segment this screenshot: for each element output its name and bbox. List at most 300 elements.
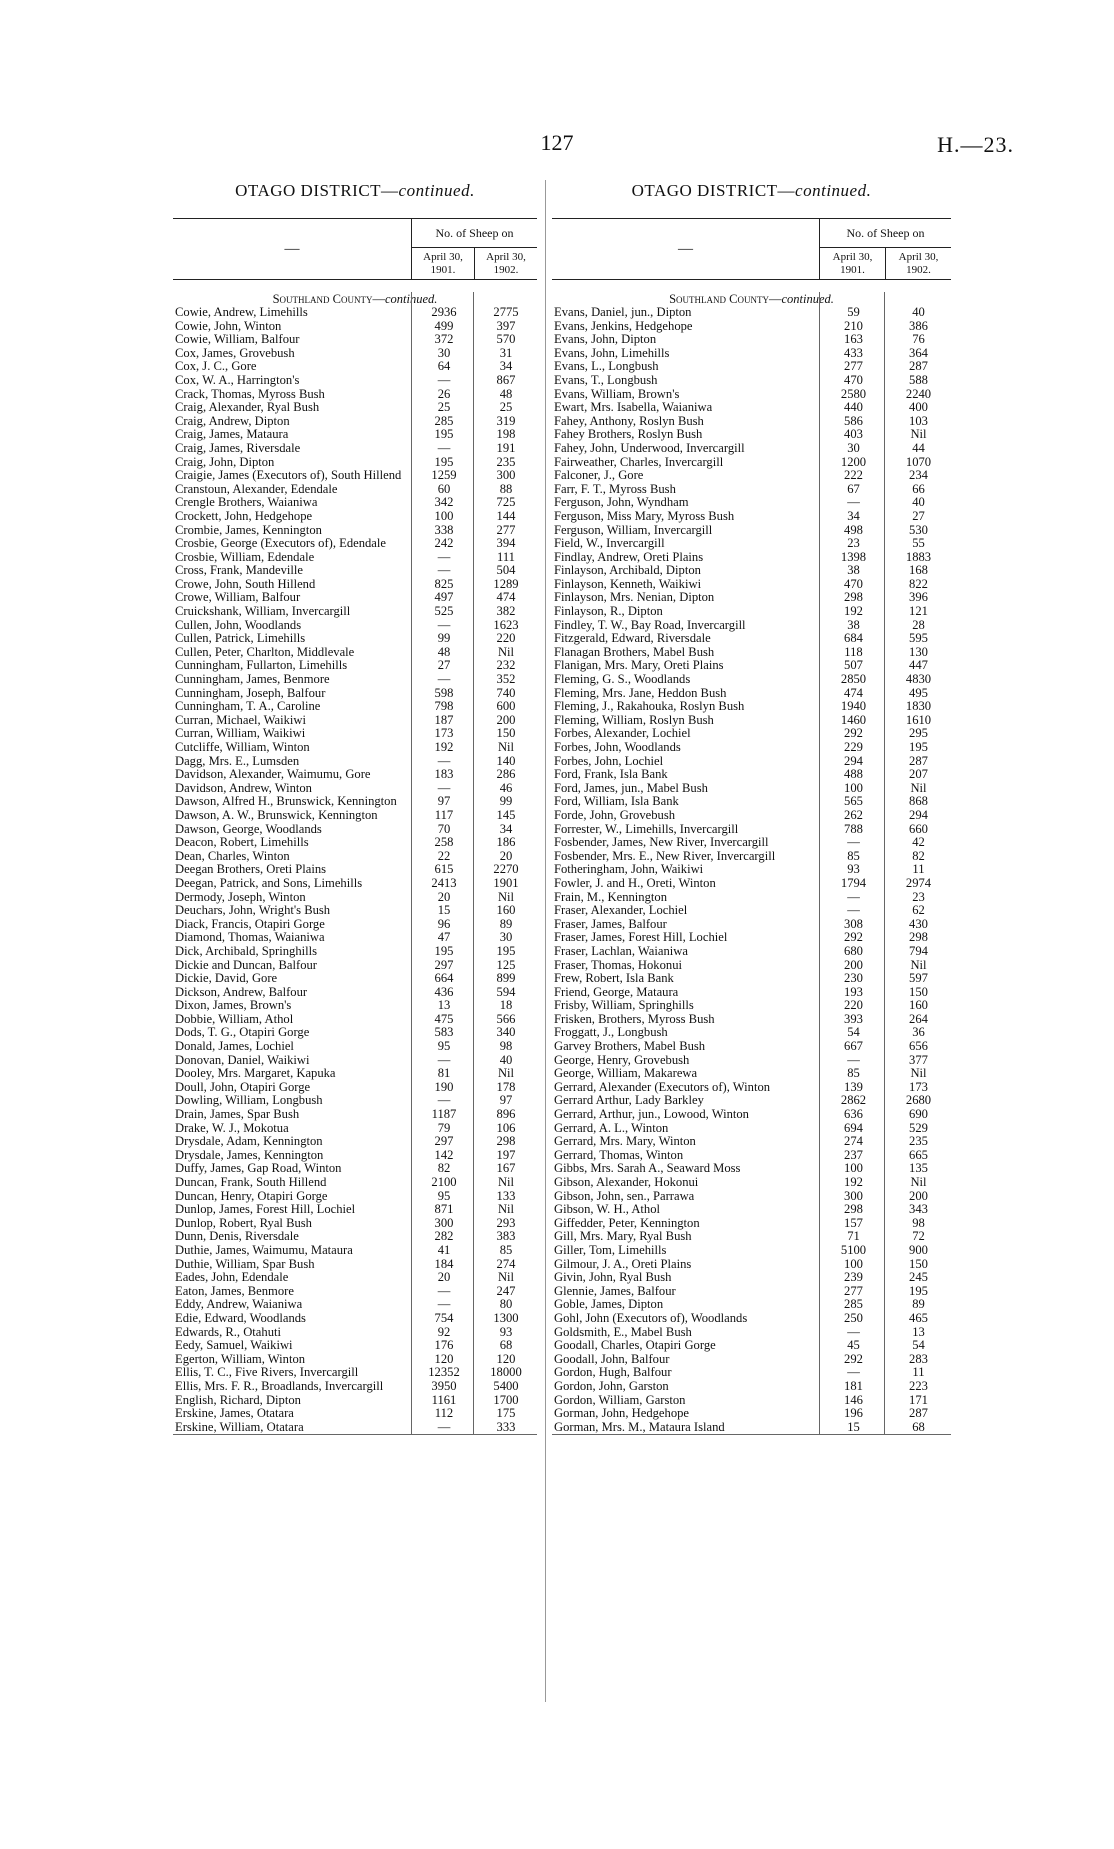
sheep-1902: 283 bbox=[909, 1351, 928, 1366]
sheep-1901: 298 bbox=[844, 590, 863, 605]
owner-name: Dawson, George, Woodlands bbox=[175, 822, 322, 836]
table-row bbox=[173, 918, 537, 932]
table-row bbox=[173, 1298, 537, 1312]
sheep-1901: 393 bbox=[844, 1011, 863, 1026]
owner-name: Craig, James, Mataura bbox=[175, 428, 289, 442]
owner-name: Curran, William, Waikiwi bbox=[175, 727, 306, 741]
owner-name: Forbes, John, Woodlands bbox=[554, 741, 681, 754]
sheep-1902: 68 bbox=[912, 1419, 925, 1434]
sheep-1901: — bbox=[847, 903, 860, 918]
sheep-1902: 400 bbox=[909, 400, 928, 415]
owner-name: Frew, Robert, Isla Bank bbox=[554, 972, 674, 986]
owner-name: Cunningham, T. A., Caroline bbox=[175, 700, 321, 714]
owner-name: Dawson, Alfred H., Brunswick, Kennington bbox=[175, 795, 397, 809]
sheep-1902: 198 bbox=[496, 427, 516, 442]
sheep-1901: 100 bbox=[844, 1256, 863, 1271]
sheep-1902: 220 bbox=[496, 631, 516, 646]
sheep-1902: 287 bbox=[909, 1406, 928, 1421]
sheep-1901: 825 bbox=[434, 576, 454, 591]
sheep-1901: 1794 bbox=[840, 875, 867, 890]
sheep-1901: 100 bbox=[844, 1161, 863, 1176]
sheep-1902: 42 bbox=[912, 835, 925, 850]
sheep-1901: 192 bbox=[434, 740, 454, 754]
table-row bbox=[552, 442, 951, 456]
sheep-1902: Nil bbox=[497, 1066, 515, 1081]
sheep-1902: 195 bbox=[909, 740, 928, 754]
table-row bbox=[173, 1244, 537, 1258]
sheep-1901: 54 bbox=[847, 1025, 860, 1040]
table-row bbox=[552, 496, 951, 510]
owner-name: Gordon, Hugh, Balfour bbox=[554, 1366, 672, 1380]
table-body bbox=[173, 292, 537, 1435]
sheep-1902: 660 bbox=[909, 821, 928, 836]
sheep-1901: 497 bbox=[434, 590, 454, 605]
owner-name: Dunlop, James, Forest Hill, Lochiel bbox=[175, 1203, 356, 1217]
table-row bbox=[552, 591, 951, 605]
table-row bbox=[552, 1421, 951, 1435]
sheep-1901: 23 bbox=[847, 536, 860, 551]
sheep-1902: 140 bbox=[496, 753, 516, 768]
sheep-1901: 26 bbox=[437, 386, 451, 401]
table-row bbox=[173, 564, 537, 578]
table-row bbox=[173, 483, 537, 497]
owner-name: Dickie and Duncan, Balfour bbox=[175, 958, 317, 972]
owner-name: Forrester, W., Limehills, Invercargill bbox=[554, 822, 739, 836]
table-row bbox=[552, 1108, 951, 1122]
sheep-1901: 1460 bbox=[840, 712, 867, 727]
owner-name: Goble, James, Dipton bbox=[554, 1298, 664, 1312]
table-row bbox=[173, 591, 537, 605]
sheep-1902: 600 bbox=[496, 699, 516, 714]
owner-name: Fraser, Thomas, Hokonui bbox=[554, 958, 682, 972]
sheep-1902: 1883 bbox=[905, 549, 932, 564]
sheep-1901: 474 bbox=[844, 685, 863, 700]
owner-name: Evans, T., Longbush bbox=[554, 373, 658, 387]
sheep-1901: 142 bbox=[434, 1147, 454, 1162]
owner-name: Froggatt, J., Longbush bbox=[554, 1026, 668, 1040]
owner-name: Evans, John, Dipton bbox=[554, 333, 657, 347]
table-row bbox=[552, 850, 951, 864]
table-row bbox=[552, 809, 951, 823]
owner-name: Crosbie, George (Executors of), Edendale bbox=[175, 537, 386, 551]
sheep-1902: 298 bbox=[496, 1134, 516, 1149]
table-row bbox=[552, 1094, 951, 1108]
district-title: OTAGO DISTRICT—continued. bbox=[235, 181, 475, 200]
owner-name: Ferguson, John, Wyndham bbox=[554, 496, 689, 510]
table-row bbox=[552, 1135, 951, 1149]
sheep-1902: 40 bbox=[912, 495, 925, 510]
sheep-1901: 1200 bbox=[840, 454, 867, 469]
owner-name: Gibbs, Mrs. Sarah A., Seaward Moss bbox=[554, 1162, 741, 1176]
sheep-1901: 1259 bbox=[431, 468, 457, 483]
owner-name: Diack, Francis, Otapiri Gorge bbox=[175, 917, 325, 931]
sheep-1901: 470 bbox=[844, 372, 863, 387]
table-row bbox=[173, 999, 537, 1013]
sheep-1901: 498 bbox=[844, 522, 863, 537]
sheep-1902: 197 bbox=[496, 1147, 516, 1162]
table-row bbox=[173, 877, 537, 891]
owner-name: George, Henry, Grovebush bbox=[554, 1053, 690, 1067]
owner-name: Dooley, Mrs. Margaret, Kapuka bbox=[175, 1067, 336, 1081]
table-row bbox=[173, 524, 537, 538]
table-rows bbox=[552, 306, 951, 1434]
sheep-1901: 92 bbox=[437, 1324, 451, 1339]
sheep-1902: 232 bbox=[496, 658, 516, 673]
owner-name: Garvey Brothers, Mabel Bush bbox=[554, 1040, 706, 1054]
sheep-1901: 176 bbox=[434, 1338, 454, 1353]
owner-name: Dods, T. G., Otapiri Gorge bbox=[175, 1026, 310, 1040]
table-row bbox=[552, 469, 951, 483]
owner-name: Flanigan, Mrs. Mary, Oreti Plains bbox=[554, 659, 724, 673]
owner-name: Fitzgerald, Edward, Riversdale bbox=[554, 632, 711, 646]
table-row bbox=[173, 1013, 537, 1027]
table-row bbox=[552, 972, 951, 986]
sheep-1902: 89 bbox=[912, 1297, 925, 1312]
sheep-1901: — bbox=[437, 1093, 451, 1108]
owner-name: Drysdale, James, Kennington bbox=[175, 1148, 324, 1162]
sheep-1902: 111 bbox=[497, 549, 515, 564]
table-row bbox=[552, 632, 951, 646]
sheep-1901: 67 bbox=[847, 481, 860, 496]
sheep-1902: 18000 bbox=[490, 1365, 522, 1380]
sheep-1902: 597 bbox=[909, 971, 928, 986]
sheep-1901: 146 bbox=[844, 1392, 863, 1407]
table-row bbox=[173, 1258, 537, 1272]
sheep-1901: 342 bbox=[434, 495, 454, 510]
owner-name: Cunningham, Joseph, Balfour bbox=[175, 686, 326, 700]
sheep-1901: 95 bbox=[437, 1039, 451, 1054]
owner-name: Crack, Thomas, Myross Bush bbox=[175, 387, 325, 401]
table-row bbox=[552, 456, 951, 470]
sheep-1901: 120 bbox=[434, 1351, 454, 1366]
table-row bbox=[552, 673, 951, 687]
sheep-1902: 20 bbox=[499, 848, 513, 863]
sheep-1902: 171 bbox=[909, 1392, 928, 1407]
sheep-1901: 282 bbox=[434, 1229, 454, 1244]
sheep-1901: 285 bbox=[844, 1297, 863, 1312]
owner-name: Deuchars, John, Wright's Bush bbox=[175, 904, 331, 918]
owner-name: Finlayson, Kenneth, Waikiwi bbox=[554, 577, 702, 591]
owner-name: Dunlop, Robert, Ryal Bush bbox=[175, 1216, 312, 1230]
table-row bbox=[173, 755, 537, 769]
owner-name: Gordon, John, Garston bbox=[554, 1379, 669, 1393]
owner-name: Fahey, John, Underwood, Invercargill bbox=[554, 441, 745, 455]
table-row bbox=[552, 1162, 951, 1176]
sheep-1902: 899 bbox=[496, 971, 516, 986]
owner-name: Crosbie, William, Edendale bbox=[175, 550, 315, 564]
table-row bbox=[173, 768, 537, 782]
table-row bbox=[173, 510, 537, 524]
owner-name: Cunningham, Fullarton, Limehills bbox=[175, 659, 348, 673]
owner-name: Fleming, Mrs. Jane, Heddon Bush bbox=[554, 686, 727, 700]
sheep-1902: Nil bbox=[910, 957, 927, 972]
sheep-1902: 394 bbox=[496, 536, 516, 551]
table-row bbox=[173, 700, 537, 714]
sheep-1901: 210 bbox=[844, 318, 863, 333]
owner-name: Duffy, James, Gap Road, Winton bbox=[175, 1162, 342, 1176]
sheep-1902: Nil bbox=[910, 1066, 927, 1081]
owner-name: Gordon, William, Garston bbox=[554, 1393, 686, 1407]
owner-name: Cox, W. A., Harrington's bbox=[175, 373, 300, 387]
table-row bbox=[552, 727, 951, 741]
sheep-1901: 3950 bbox=[431, 1378, 457, 1393]
header-name-column: — bbox=[678, 240, 693, 257]
sheep-1902: 665 bbox=[909, 1147, 928, 1162]
owner-name: Field, W., Invercargill bbox=[554, 537, 665, 551]
table-body bbox=[552, 292, 951, 1435]
owner-name: Forbes, John, Lochiel bbox=[554, 754, 664, 768]
page-number: 127 bbox=[540, 130, 574, 155]
sheep-1901: 27 bbox=[437, 658, 451, 673]
sheep-1901: 338 bbox=[434, 522, 454, 537]
sheep-1901: 20 bbox=[437, 1270, 451, 1285]
sheep-1902: 223 bbox=[909, 1378, 928, 1393]
table-row bbox=[552, 1217, 951, 1231]
sheep-1902: 656 bbox=[909, 1039, 928, 1054]
table-row bbox=[552, 1026, 951, 1040]
sheep-1902: 382 bbox=[496, 604, 516, 619]
sheep-1902: 343 bbox=[909, 1202, 928, 1217]
table-header bbox=[552, 218, 951, 280]
sheep-1901: 230 bbox=[844, 971, 863, 986]
table-row bbox=[552, 1203, 951, 1217]
sheep-1901: — bbox=[437, 617, 451, 632]
table-row bbox=[552, 1366, 951, 1380]
owner-name: Ferguson, Miss Mary, Myross Bush bbox=[554, 509, 735, 523]
owner-name: Cutcliffe, William, Winton bbox=[175, 741, 310, 754]
sheep-1902: 286 bbox=[496, 767, 516, 782]
table-row bbox=[173, 727, 537, 741]
owner-name: Donald, James, Lochiel bbox=[175, 1040, 294, 1054]
table-row bbox=[173, 891, 537, 905]
sheep-1902: 31 bbox=[499, 345, 513, 360]
sheep-1902: 120 bbox=[496, 1351, 516, 1366]
sheep-1901: 193 bbox=[844, 984, 863, 999]
sheep-1902: 294 bbox=[909, 807, 928, 822]
sheep-1902: 900 bbox=[909, 1242, 928, 1257]
owner-name: Ford, William, Isla Bank bbox=[554, 795, 679, 809]
owner-name: Dawson, A. W., Brunswick, Kennington bbox=[175, 808, 378, 822]
sheep-1902: 287 bbox=[909, 359, 928, 374]
sheep-1901: 525 bbox=[434, 604, 454, 619]
table-row bbox=[552, 1122, 951, 1136]
table-row bbox=[552, 836, 951, 850]
sheep-1901: 300 bbox=[434, 1215, 454, 1230]
sheep-1901: 139 bbox=[844, 1079, 863, 1094]
table-row bbox=[173, 1040, 537, 1054]
sheep-1901: — bbox=[437, 1297, 451, 1312]
sheep-1901: — bbox=[847, 1324, 860, 1339]
owner-name: Gibson, John, sen., Parrawa bbox=[554, 1189, 695, 1203]
owner-name: Fairweather, Charles, Invercargill bbox=[554, 455, 724, 469]
sheep-1902: 160 bbox=[909, 998, 928, 1013]
owner-name: Cowie, William, Balfour bbox=[175, 333, 300, 347]
sheep-1901: 274 bbox=[844, 1134, 863, 1149]
table-row bbox=[552, 1380, 951, 1394]
sheep-1901: 2580 bbox=[840, 386, 867, 401]
sheep-1901: 96 bbox=[437, 916, 451, 931]
table-row bbox=[552, 1312, 951, 1326]
sheep-1901: 598 bbox=[434, 685, 454, 700]
owner-name: Gerrard, A. L., Winton bbox=[554, 1121, 669, 1135]
table-row bbox=[173, 782, 537, 796]
sheep-1901: 85 bbox=[847, 1066, 860, 1081]
header-1902: April 30, 1902. bbox=[898, 251, 939, 276]
table-row bbox=[173, 320, 537, 334]
sheep-1901: 222 bbox=[844, 468, 863, 483]
header-name-column: — bbox=[284, 240, 300, 257]
table-row bbox=[173, 1217, 537, 1231]
table-row bbox=[552, 1040, 951, 1054]
sheep-1901: 100 bbox=[844, 780, 863, 795]
table-row bbox=[552, 823, 951, 837]
table-row bbox=[173, 945, 537, 959]
sheep-1902: 822 bbox=[909, 576, 928, 591]
table-row bbox=[173, 306, 537, 320]
table-row bbox=[552, 755, 951, 769]
owner-name: Gerrard, Mrs. Mary, Winton bbox=[554, 1135, 696, 1149]
sheep-1902: 474 bbox=[496, 590, 516, 605]
table-row bbox=[552, 619, 951, 633]
sheep-1902: 234 bbox=[909, 468, 928, 483]
owner-name: Erskine, William, Otatara bbox=[175, 1420, 304, 1434]
owner-name: Duncan, Henry, Otapiri Gorge bbox=[175, 1189, 328, 1203]
sheep-1902: 55 bbox=[912, 536, 925, 551]
sheep-1902: 175 bbox=[496, 1406, 516, 1421]
sheep-1902: 2974 bbox=[905, 875, 932, 890]
document-reference: H.—23. bbox=[937, 132, 1014, 157]
table-row bbox=[173, 374, 537, 388]
sheep-1901: 754 bbox=[434, 1310, 454, 1325]
owner-name: Gorman, Mrs. M., Mataura Island bbox=[554, 1420, 725, 1434]
sheep-1902: 2270 bbox=[493, 862, 519, 877]
owner-name: Ewart, Mrs. Isabella, Waianiwa bbox=[554, 401, 713, 415]
table-row bbox=[552, 1013, 951, 1027]
sheep-1901: 173 bbox=[434, 726, 454, 741]
sheep-1901: 187 bbox=[434, 712, 454, 727]
left-column bbox=[173, 178, 537, 1435]
owner-name: Dixon, James, Brown's bbox=[175, 999, 292, 1013]
sheep-1901: 684 bbox=[844, 631, 863, 646]
sheep-1902: 504 bbox=[496, 563, 516, 578]
sheep-1902: 383 bbox=[496, 1229, 516, 1244]
owner-name: Crowe, William, Balfour bbox=[175, 591, 301, 605]
sheep-1901: 70 bbox=[437, 821, 451, 836]
sheep-1901: — bbox=[437, 1419, 451, 1434]
sheep-1902: 247 bbox=[496, 1283, 516, 1298]
table-row bbox=[173, 632, 537, 646]
table-row bbox=[173, 415, 537, 429]
sheep-1902: 1300 bbox=[493, 1310, 519, 1325]
sheep-1901: 258 bbox=[434, 835, 454, 850]
sheep-1901: 195 bbox=[434, 454, 454, 469]
owner-name: Farr, F. T., Myross Bush bbox=[554, 482, 676, 496]
owner-name: Evans, Daniel, jun., Dipton bbox=[554, 306, 692, 319]
owner-name: Davidson, Andrew, Winton bbox=[175, 781, 312, 795]
table-row bbox=[173, 1394, 537, 1408]
table-row bbox=[552, 918, 951, 932]
sheep-1902: 207 bbox=[909, 767, 928, 782]
sheep-1901: 183 bbox=[434, 767, 454, 782]
sheep-1901: 2936 bbox=[431, 305, 457, 319]
sheep-1902: 98 bbox=[499, 1039, 513, 1054]
table-row bbox=[173, 741, 537, 755]
sheep-1902: 30 bbox=[499, 930, 513, 945]
table-row bbox=[173, 1285, 537, 1299]
sheep-1902: 740 bbox=[496, 685, 516, 700]
owner-name: Cullen, John, Woodlands bbox=[175, 618, 302, 632]
sheep-1901: 262 bbox=[844, 807, 863, 822]
sheep-1902: 725 bbox=[496, 495, 516, 510]
table-row bbox=[173, 646, 537, 660]
table-rows bbox=[173, 306, 537, 1434]
sheep-1901: 5100 bbox=[840, 1242, 867, 1257]
sheep-1902: 76 bbox=[912, 332, 925, 347]
owner-name: Eedy, Samuel, Waikiwi bbox=[175, 1339, 293, 1353]
sheep-1902: 274 bbox=[496, 1256, 516, 1271]
district-title: OTAGO DISTRICT—continued. bbox=[631, 181, 872, 200]
sheep-1901: 81 bbox=[437, 1066, 451, 1081]
table-row bbox=[173, 428, 537, 442]
owner-name: Giller, Tom, Limehills bbox=[554, 1243, 667, 1257]
sheep-1902: 566 bbox=[496, 1011, 516, 1026]
sheep-1901: 195 bbox=[434, 427, 454, 442]
sheep-1902: 98 bbox=[912, 1215, 925, 1230]
sheep-1901: 250 bbox=[844, 1310, 863, 1325]
sheep-1902: 377 bbox=[909, 1052, 928, 1067]
owner-name: Cunningham, James, Benmore bbox=[175, 673, 330, 687]
sheep-1902: 867 bbox=[496, 372, 516, 387]
table-row bbox=[552, 1258, 951, 1272]
sheep-1901: 93 bbox=[847, 862, 860, 877]
sheep-1901: 237 bbox=[844, 1147, 863, 1162]
table-row bbox=[552, 374, 951, 388]
sheep-1901: 30 bbox=[437, 345, 451, 360]
sheep-1901: — bbox=[437, 1283, 451, 1298]
table-row bbox=[173, 1108, 537, 1122]
sheep-1902: 1070 bbox=[905, 454, 932, 469]
table-row bbox=[173, 1380, 537, 1394]
header-sheep-label: No. of Sheep on bbox=[820, 219, 951, 248]
sheep-1901: — bbox=[437, 549, 451, 564]
table-header bbox=[173, 218, 537, 280]
sheep-1902: 191 bbox=[496, 440, 516, 455]
sheep-1902: 36 bbox=[912, 1025, 925, 1040]
sheep-1901: 100 bbox=[434, 508, 454, 523]
sheep-1901: 470 bbox=[844, 576, 863, 591]
sheep-1901: 184 bbox=[434, 1256, 454, 1271]
owner-name: Craig, Alexander, Ryal Bush bbox=[175, 401, 320, 415]
owner-name: Erskine, James, Otatara bbox=[175, 1407, 294, 1421]
table-row bbox=[173, 1149, 537, 1163]
sheep-1901: 300 bbox=[844, 1188, 863, 1203]
table-row bbox=[552, 1190, 951, 1204]
sheep-1901: — bbox=[437, 780, 451, 795]
table-row bbox=[173, 1135, 537, 1149]
owner-name: Deegan, Patrick, and Sons, Limehills bbox=[175, 876, 363, 890]
owner-name: Cruickshank, William, Invercargill bbox=[175, 605, 351, 619]
sheep-1902: 594 bbox=[496, 984, 516, 999]
sheep-1901: 38 bbox=[847, 563, 860, 578]
sheep-1901: 157 bbox=[844, 1215, 863, 1230]
sheep-1902: 106 bbox=[496, 1120, 516, 1135]
table-row bbox=[552, 1339, 951, 1353]
header-1902: April 30, 1902. bbox=[486, 251, 526, 276]
owner-name: Giffedder, Peter, Kennington bbox=[554, 1216, 700, 1230]
sheep-1902: 2240 bbox=[905, 386, 932, 401]
owner-name: Gorman, John, Hedgehope bbox=[554, 1407, 690, 1421]
sheep-1901: 13 bbox=[437, 998, 451, 1013]
